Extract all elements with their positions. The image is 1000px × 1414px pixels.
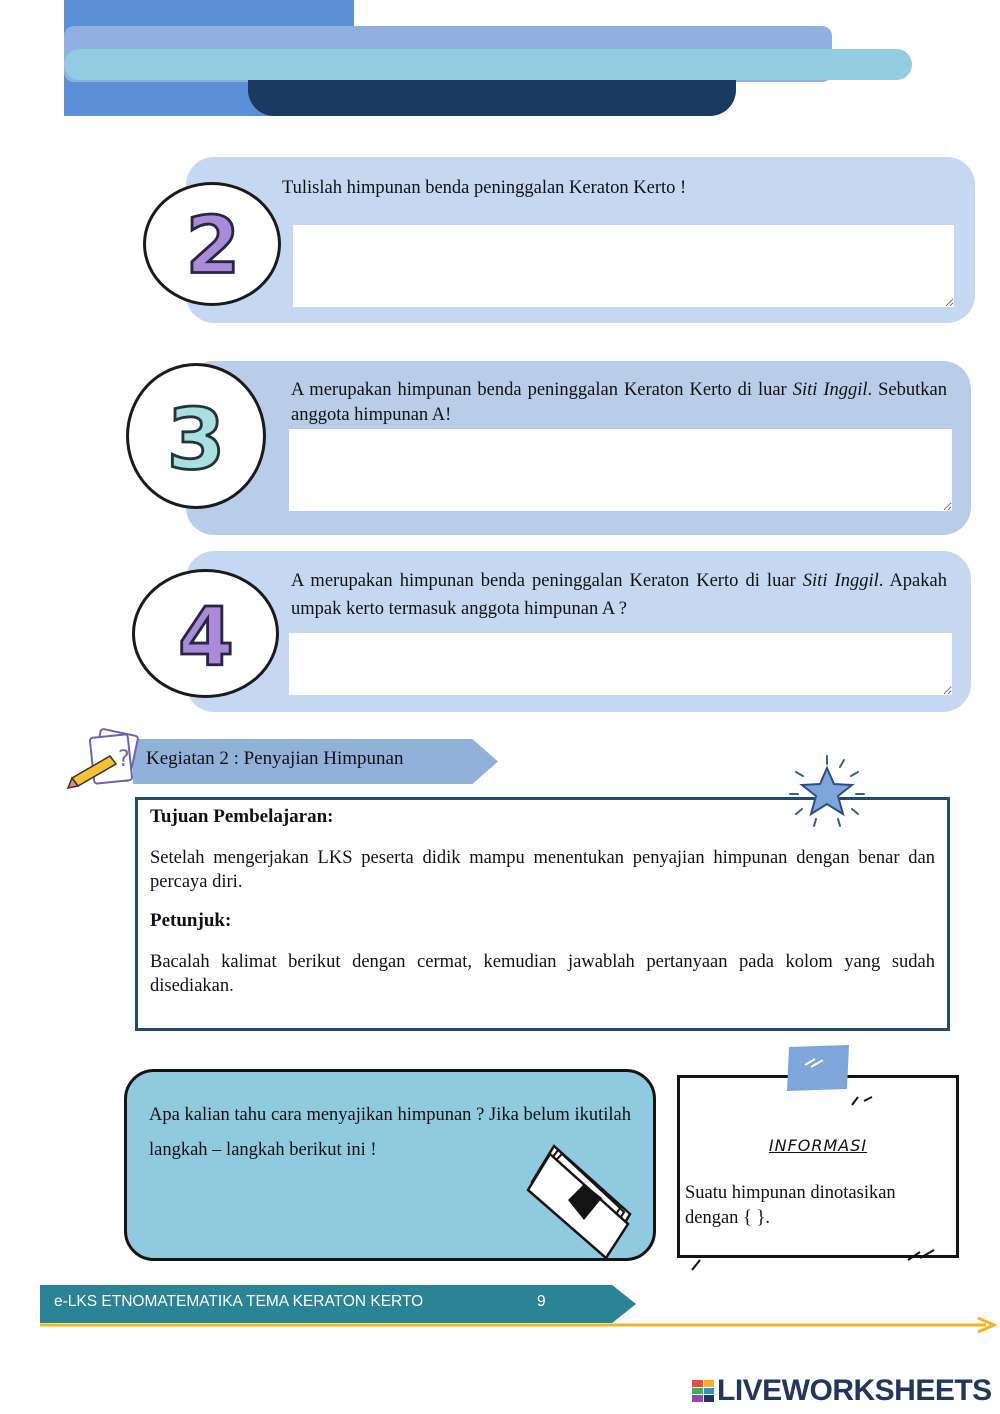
deco-dash bbox=[690, 1256, 708, 1272]
book-icon bbox=[524, 1142, 636, 1260]
footer-arrow-icon bbox=[40, 1315, 998, 1335]
question-4-text: A merupakan himpunan benda peninggalan Keraton Kerto di luar Siti Inggil. Apakah umpak kerto termasuk anggota himpunan A ? bbox=[291, 571, 947, 619]
page-number: 9 bbox=[537, 1293, 546, 1310]
objective-text: Setelah mengerjakan LKS peserta didik mampu menentukan penyajian himpunan dengan benar dan percaya diri. bbox=[150, 848, 935, 892]
liveworksheets-logo[interactable] bbox=[692, 1374, 992, 1408]
number-4-text: 4 bbox=[178, 590, 234, 684]
header-bar-light bbox=[64, 49, 912, 80]
svg-text:?: ? bbox=[118, 747, 130, 772]
hint-text: Bacalah kalimat berikut dengan cermat, kemudian jawablah pertanyaan pada kolom yang sudah disediakan. bbox=[150, 952, 935, 996]
tape-icon bbox=[785, 1043, 851, 1093]
question-2-text: Tulislah himpunan benda peninggalan Keraton Kerto ! bbox=[282, 178, 687, 198]
objective-title: Tujuan Pembelajaran: bbox=[150, 806, 334, 827]
answer-field-3[interactable] bbox=[289, 429, 952, 511]
number-2-text: 2 bbox=[185, 201, 241, 292]
liveworksheets-logo-text: LIVEWORKSHEETS bbox=[717, 1374, 992, 1407]
info-title: INFORMASI bbox=[768, 1136, 868, 1155]
kegiatan-label: Kegiatan 2 : Penyajian Himpunan bbox=[146, 748, 404, 769]
number-3-badge bbox=[126, 363, 266, 509]
question-3-text: A merupakan himpunan benda peninggalan Keraton Kerto di luar Siti Inggil. Sebutkan anggota himpunan A! bbox=[291, 380, 947, 425]
pencil-paper-icon bbox=[66, 726, 146, 794]
siti-inggil-term: Siti Inggil bbox=[802, 571, 879, 591]
number-2-badge bbox=[143, 182, 281, 306]
answer-field-4[interactable] bbox=[289, 633, 952, 695]
liveworksheets-logo-icon bbox=[692, 1380, 714, 1402]
siti-inggil-term: Siti Inggil bbox=[792, 380, 868, 400]
howto-text: Apa kalian tahu cara menyajikan himpunan ? Jika belum ikutilah langkah – langkah berikut ini ! bbox=[149, 1105, 631, 1160]
info-text: Suatu himpunan dinotasikan dengan { }. bbox=[685, 1183, 896, 1228]
header-bar-navy bbox=[248, 80, 736, 116]
deco-dash bbox=[906, 1246, 940, 1262]
answer-field-2[interactable] bbox=[293, 225, 954, 307]
deco-dash bbox=[850, 1093, 878, 1107]
number-3-text: 3 bbox=[166, 390, 226, 489]
number-4-badge bbox=[132, 569, 279, 698]
footer-title: e-LKS ETNOMATEMATIKA TEMA KERATON KERTO bbox=[54, 1293, 424, 1310]
star-icon bbox=[786, 754, 868, 832]
hint-title: Petunjuk: bbox=[150, 910, 232, 931]
